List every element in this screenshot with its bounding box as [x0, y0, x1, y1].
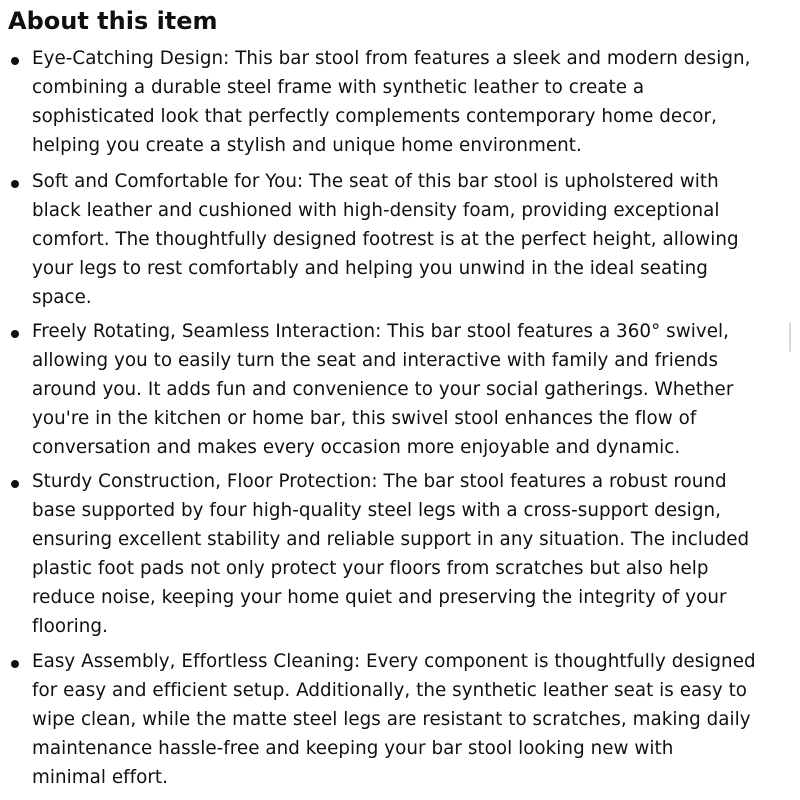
bullet-line: you're in the kitchen or home bar, this swivel stool enhances the flow of: [32, 408, 697, 429]
bullet-line: Eye-Catching Design: This bar stool from features a sleek and modern design,: [32, 48, 751, 69]
bullet-line: black leather and cushioned with high-density foam, providing exceptional: [32, 200, 720, 221]
section-heading: About this item: [8, 7, 218, 35]
bullet-line: flooring.: [32, 616, 108, 637]
bullet-line: Easy Assembly, Effortless Cleaning: Every component is thoughtfully designed: [32, 651, 756, 672]
bullet-line: helping you create a stylish and unique home environment.: [32, 135, 582, 156]
bullet-line: comfort. The thoughtfully designed footrest is at the perfect height, allowing: [32, 229, 739, 250]
bullet-dot-icon: [11, 180, 19, 188]
bullet-line: sophisticated look that perfectly complements contemporary home decor,: [32, 106, 717, 127]
bullet-text: [32, 467, 792, 641]
bullet-dot-icon: [11, 57, 19, 65]
bullet-line: wipe clean, while the matte steel legs are resistant to scratches, making daily: [32, 709, 751, 730]
bullet-line: Sturdy Construction, Floor Protection: The bar stool features a robust round: [32, 471, 727, 492]
bullet-line: base supported by four high-quality steel legs with a cross-support design,: [32, 500, 721, 521]
bullet-line: around you. It adds fun and convenience to your social gatherings. Whether: [32, 379, 734, 400]
scrollbar-thumb[interactable]: [789, 322, 791, 352]
bullet-line: reduce noise, keeping your home quiet and preserving the integrity of your: [32, 587, 727, 608]
bullet-dot-icon: [11, 480, 19, 488]
bullet-line: for easy and efficient setup. Additionally, the synthetic leather seat is easy to: [32, 680, 748, 701]
bullet-line: maintenance hassle-free and keeping your bar stool looking new with: [32, 738, 674, 759]
bullet-line: conversation and makes every occasion more enjoyable and dynamic.: [32, 437, 681, 458]
bullet-dot-icon: [11, 330, 19, 338]
bullet-line: Soft and Comfortable for You: The seat of this bar stool is upholstered with: [32, 171, 719, 192]
bullet-text: [32, 167, 792, 312]
bullet-line: plastic foot pads not only protect your floors from scratches but also help: [32, 558, 709, 579]
bullet-line: combining a durable steel frame with synthetic leather to create a: [32, 77, 645, 98]
bullet-line: minimal effort.: [32, 767, 169, 788]
bullet-line: space.: [32, 287, 92, 308]
bullet-line: ensuring excellent stability and reliable support in any situation. The included: [32, 529, 750, 550]
bullet-line: your legs to rest comfortably and helping you unwind in the ideal seating: [32, 258, 708, 279]
bullet-text: [32, 317, 792, 462]
bullet-line: allowing you to easily turn the seat and interactive with family and friends: [32, 350, 719, 371]
bullet-text: [32, 44, 792, 160]
bullet-line: Freely Rotating, Seamless Interaction: This bar stool features a 360° swivel,: [32, 321, 730, 342]
bullet-dot-icon: [11, 660, 19, 668]
bullet-text: [32, 647, 792, 792]
